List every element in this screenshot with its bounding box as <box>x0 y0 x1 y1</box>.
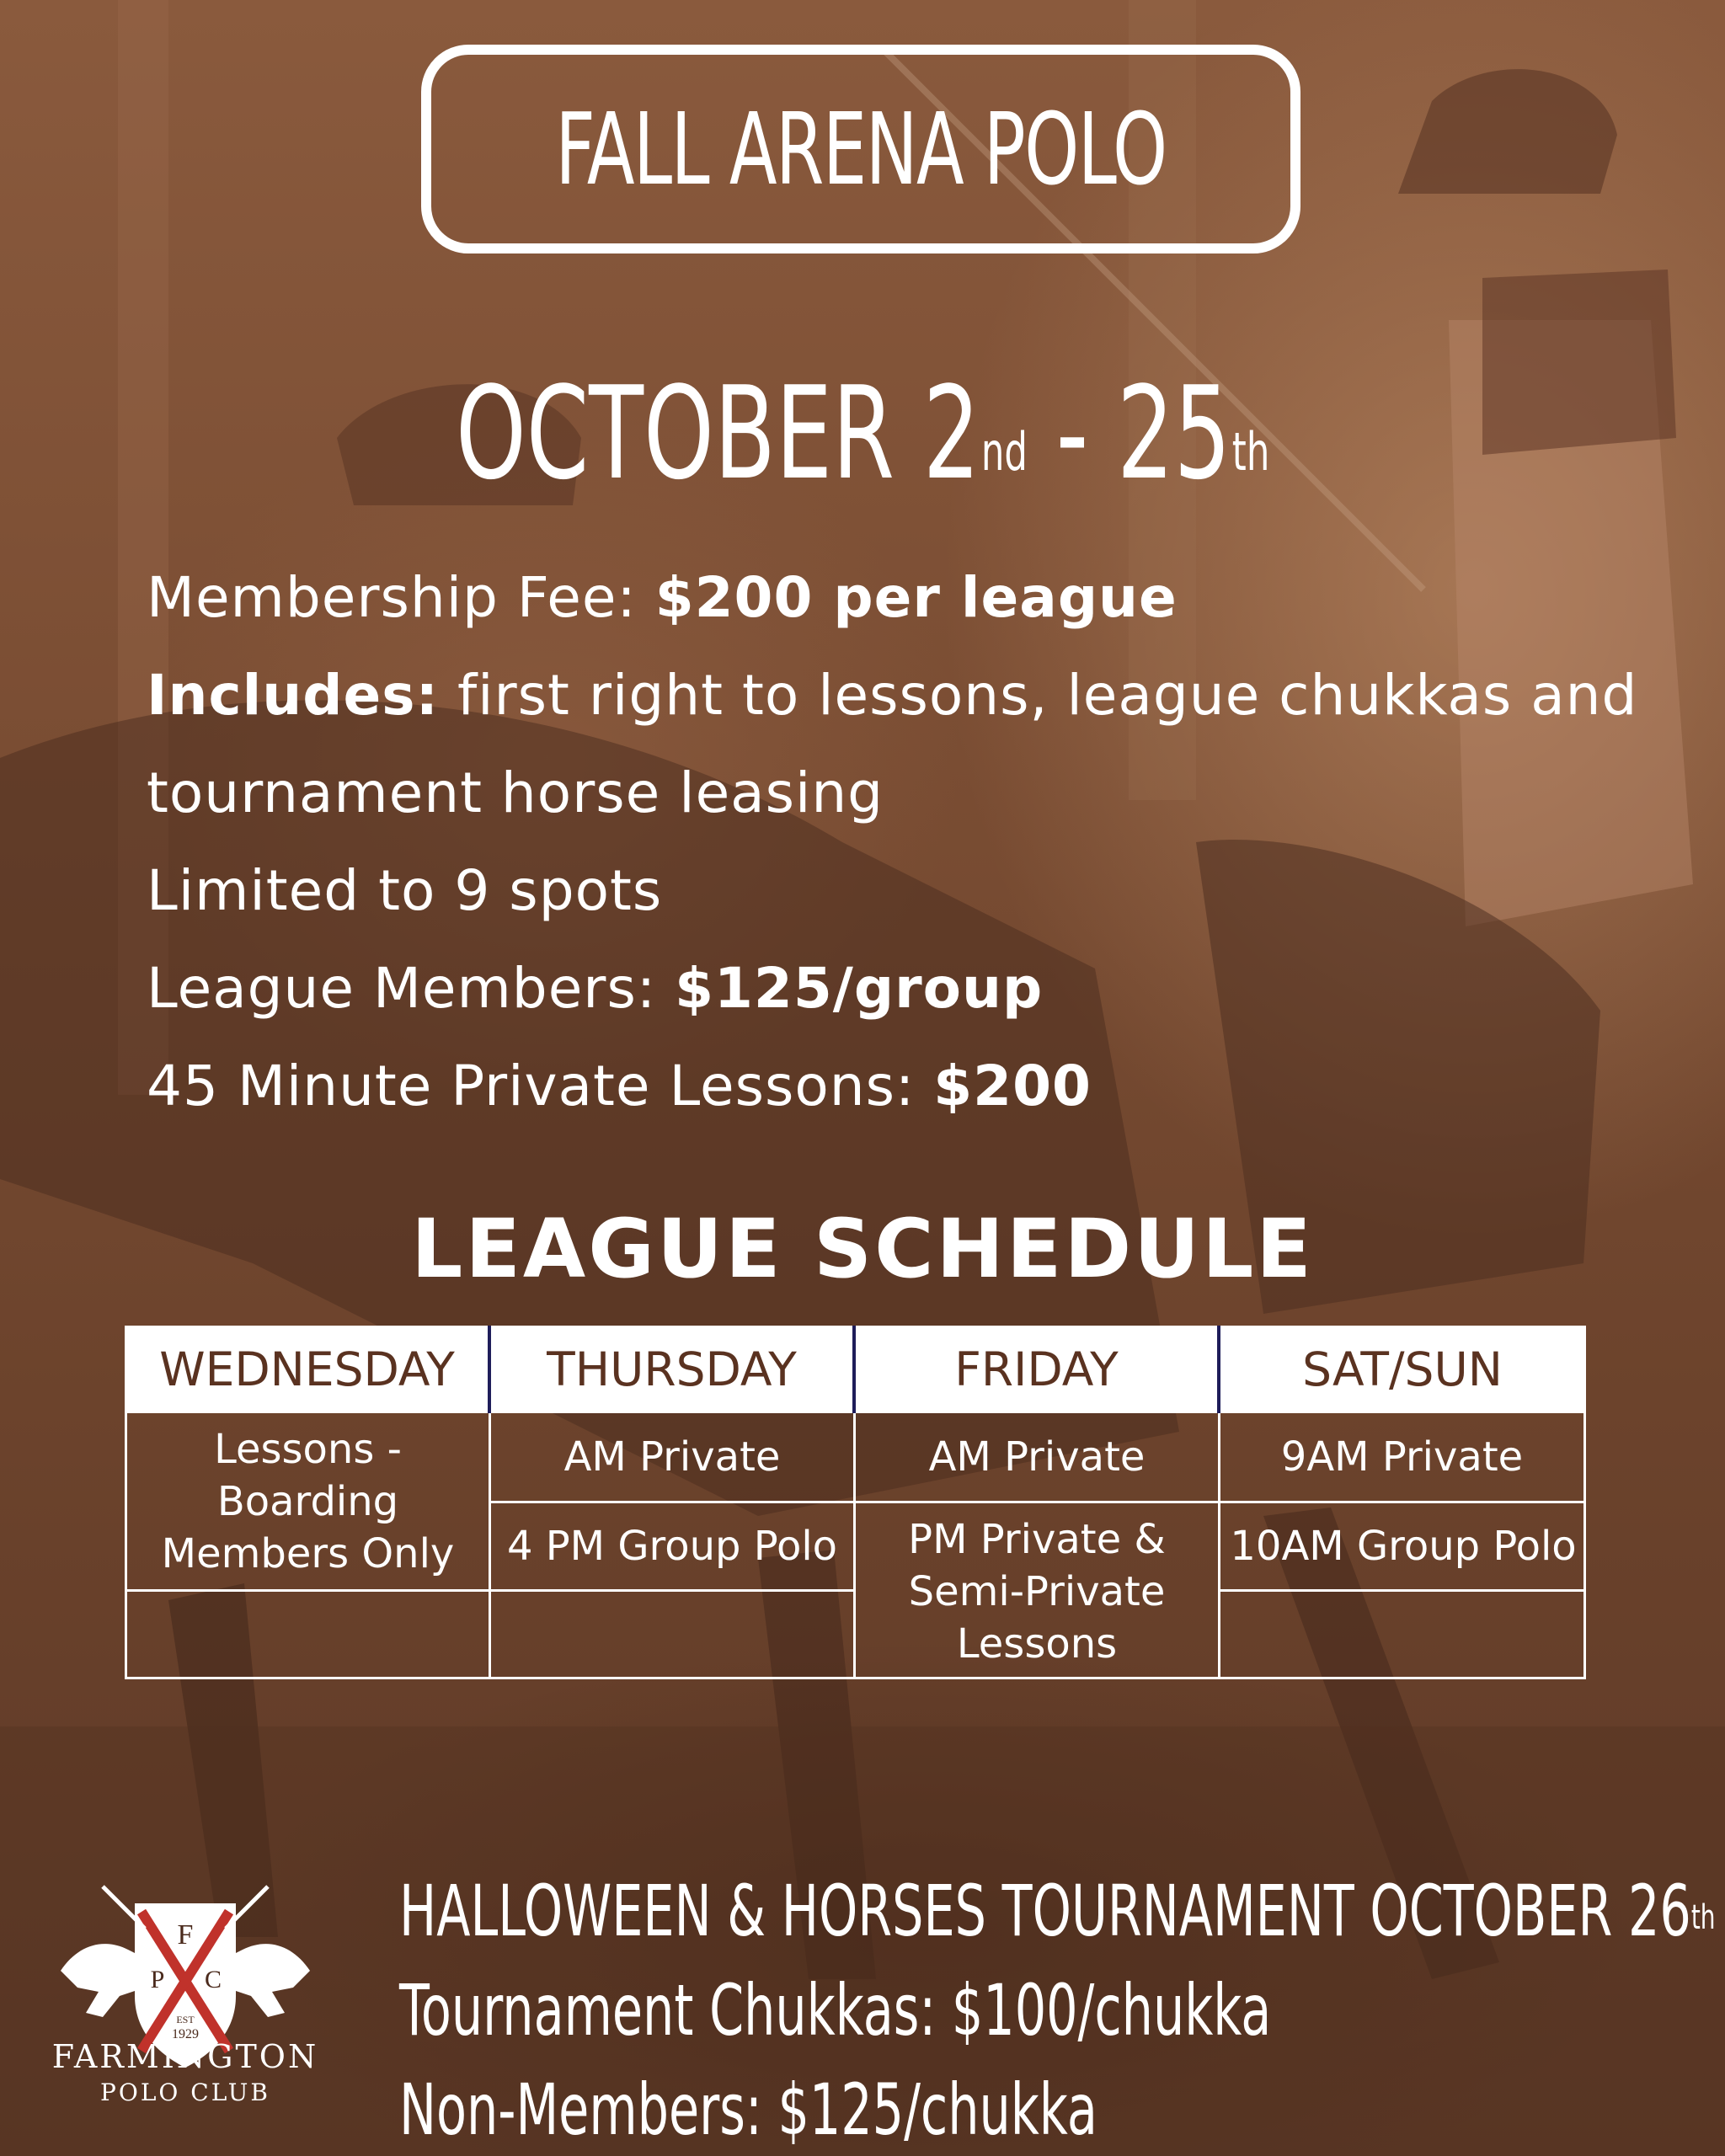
includes-line-2: tournament horse leasing <box>147 760 884 825</box>
membership-fee-line <box>147 549 1663 647</box>
tournament-title-text: HALLOWEEN & HORSES TOURNAMENT OCTOBER 26 <box>399 1870 1691 1952</box>
friday-line-3: Lessons <box>956 1620 1118 1668</box>
title-box <box>421 45 1300 253</box>
league-members-line <box>147 940 1663 1038</box>
includes-text: first right to lessons, league chukkas and <box>438 663 1638 728</box>
grid-line <box>125 1589 491 1592</box>
logo-letter-f: F <box>177 1919 194 1951</box>
limited-spots-line: Limited to 9 spots <box>147 858 663 923</box>
club-subtitle: POLO CLUB <box>100 2079 270 2106</box>
poster-title: FALL ARENA POLO <box>555 91 1167 207</box>
thursday-cell-2: 4 PM Group Polo <box>506 1523 838 1570</box>
header-wednesday: WEDNESDAY <box>125 1326 489 1413</box>
grid-line <box>1218 1589 1586 1592</box>
includes-label: Includes: <box>147 663 439 728</box>
tournament-date-suffix: th <box>1690 1898 1716 1937</box>
header-satsun: SAT/SUN <box>1219 1326 1586 1413</box>
friday-cell-2 <box>856 1503 1218 1679</box>
thursday-cell-1: AM Private <box>563 1433 781 1481</box>
private-label: 45 Minute Private Lessons: <box>147 1054 934 1118</box>
header-divider <box>852 1326 856 1413</box>
includes-line <box>147 647 1663 744</box>
header-thursday: THURSDAY <box>489 1326 854 1413</box>
membership-details <box>147 549 1663 1135</box>
date-start: OCTOBER 2 <box>455 359 980 508</box>
tournament-title <box>399 1861 1716 1961</box>
schedule-title: LEAGUE SCHEDULE <box>411 1202 1314 1296</box>
private-value: $200 <box>933 1054 1092 1118</box>
private-lessons-line <box>147 1038 1663 1135</box>
tournament-chukkas: Tournament Chukkas: $100/chukka <box>399 1969 1272 2052</box>
date-range-text <box>455 359 1270 508</box>
tournament-info <box>399 1861 1716 2156</box>
date-end: - 25 <box>1027 359 1231 508</box>
non-member-price: Non-Members: $125/chukka <box>399 2068 1097 2151</box>
date-start-suffix: nd <box>980 421 1028 483</box>
friday-cell-1: AM Private <box>928 1433 1146 1481</box>
league-value: $125/group <box>675 956 1044 1021</box>
header-friday: FRIDAY <box>854 1326 1219 1413</box>
satsun-cell-2: 10AM Group Polo <box>1230 1523 1577 1570</box>
header-divider <box>1217 1326 1220 1413</box>
membership-label: Membership Fee: <box>147 565 655 630</box>
header-divider <box>488 1326 491 1413</box>
wednesday-cell <box>127 1413 489 1589</box>
wednesday-line-1: Lessons - Boarding <box>214 1425 402 1525</box>
friday-line-2: Semi-Private <box>908 1567 1166 1615</box>
logo-year: 1929 <box>172 2027 199 2041</box>
league-label: League Members: <box>147 956 676 1021</box>
satsun-cell-1: 9AM Private <box>1280 1433 1524 1481</box>
friday-line-1: PM Private & <box>908 1515 1166 1563</box>
logo-letter-c: C <box>204 1966 222 1993</box>
club-name: FARMINGTON <box>51 2038 319 2075</box>
date-range <box>0 359 1725 508</box>
grid-line <box>489 1589 856 1592</box>
logo-letter-p: P <box>150 1966 165 1993</box>
date-end-suffix: th <box>1231 421 1270 483</box>
membership-value: $200 per league <box>654 565 1178 630</box>
wednesday-line-2: Members Only <box>161 1529 455 1577</box>
schedule-table <box>125 1326 1586 1679</box>
logo-est: EST <box>176 2014 195 2025</box>
